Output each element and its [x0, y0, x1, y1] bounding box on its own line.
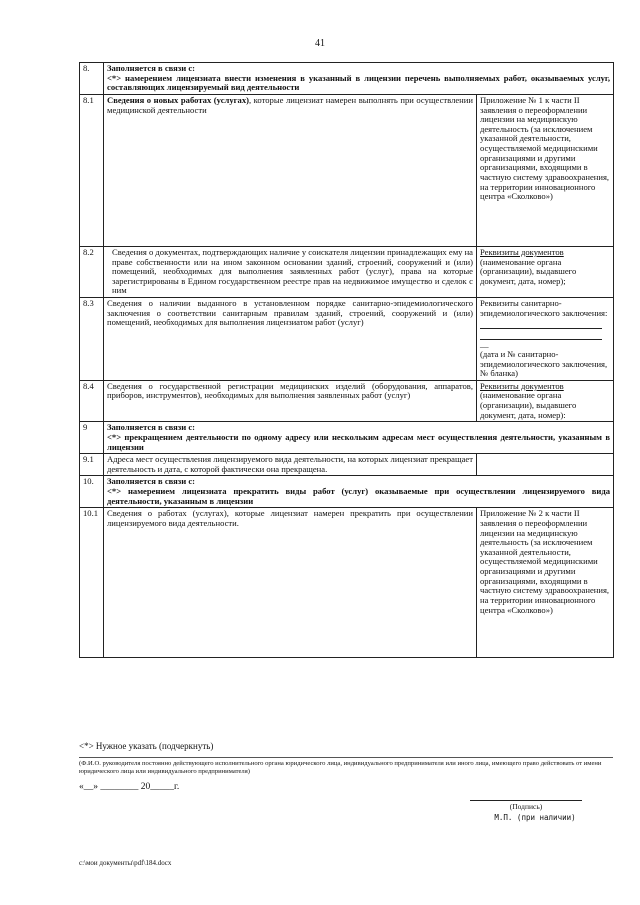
row-number: 9.1 [80, 454, 104, 476]
row-number: 9 [80, 422, 104, 454]
section-header-cell [104, 63, 614, 95]
row-number: 8.3 [80, 298, 104, 381]
table-row-9 [80, 422, 614, 454]
row-description [104, 94, 477, 246]
signature-rule [79, 757, 613, 758]
row-number: 10. [80, 476, 104, 508]
application-form-table [79, 62, 614, 658]
row-description: Сведения о государственной регистрации медицинских изделий (оборудования, аппаратов, приборов, инструментов), необходимых для выполнения заявленных работ (услуг) [104, 380, 477, 422]
requisites-note: (наименование органа (организации), выдавшего документ, дата, номер): [480, 390, 577, 420]
row-attachment-note: Приложение № 2 к части II заявления о переоформлении лицензии на медицинскую деятельность (за исключением указанной деятельности, осуществляемой медицинскими организациями и другими организациями, входящими в частную систему здравоохранения, на территории инновационного центра «Сколково») [477, 508, 614, 658]
file-path: c:\мои документы\pdf\184.docx [79, 859, 172, 867]
blank-tail: __ [480, 339, 489, 350]
table-row-9-1 [80, 454, 614, 476]
section-title: Заполняется в связи с: [107, 476, 196, 487]
table-row-10 [80, 476, 614, 508]
requisites-title: Реквизиты документов [480, 246, 564, 257]
row-requisites [477, 298, 614, 381]
signature-caption: (Ф.И.О. руководителя постоянно действующего исполнительного органа юридического лица, индивидуального предпринимателя или иного лица, имеющего право действовать от имени юридического лица или индивидуального предпринимателя) [79, 760, 602, 775]
page-number: 41 [315, 38, 325, 49]
row-description: Адреса мест осуществления лицензируемого вида деятельности, на которых лицензиат прекращает деятельность и дата, с которой фактически она прекращена. [104, 454, 477, 476]
row-description: Сведения о наличии выданного в установленном порядке санитарно-эпидемиологического заключения о соответствии санитарным правилам зданий, строений, сооружений и (или) помещений, необходимых для выполнения лицензиатом работ (услуг) [104, 298, 477, 381]
section-text: <*> намерением лицензиата прекратить виды работ (услуг) оказываемые при осуществлении лицензируемого вида деятельности, указанным в лицензии [107, 486, 611, 506]
row-description: Сведения о работах (услугах), которые лицензиат намерен прекратить при осуществлении лицензируемого вида деятельности. [104, 508, 477, 658]
section-header-cell [104, 422, 614, 454]
table-row-8-3 [80, 298, 614, 381]
requisites-title: Реквизиты санитарно-эпидемиологического заключения: [480, 298, 608, 318]
signature-label: (Подпись) [509, 802, 543, 811]
blank-line [480, 318, 602, 329]
row-number: 8. [80, 63, 104, 95]
footnote: <*> Нужное указать (подчеркнуть) [79, 741, 214, 751]
row-attachment-note: Приложение № 1 к части II заявления о переоформлении лицензии на медицинскую деятельность (за исключением указанной деятельности, осуществляемой медицинскими организациями и другими организациями, входящими в частную систему здравоохранения, на территории инновационного центра «Сколково») [477, 94, 614, 246]
requisites-note: (наименование органа (организации), выдавшего документ, дата, номер); [480, 256, 577, 286]
section-title: Заполняется в связи с: [107, 422, 196, 433]
table-row-8 [80, 63, 614, 95]
section-text: <*> намерением лицензиата внести изменения в указанный в лицензии перечень выполняемых работ, оказываемых услуг, составляющих лицензируемый вид деятельности [107, 72, 611, 93]
row-number: 8.1 [80, 94, 104, 246]
table-row-8-1 [80, 94, 614, 246]
section-header-cell [104, 476, 614, 508]
section-text: <*> прекращением деятельности по одному адресу или нескольким адресам мест осуществления деятельности, указанным в лицензии [107, 431, 611, 452]
table-row-10-1 [80, 508, 614, 658]
description-bold: Сведения о новых работах (услугах) [107, 94, 249, 105]
row-requisites [477, 246, 614, 297]
row-number: 8.2 [80, 246, 104, 297]
requisites-title: Реквизиты документов [480, 380, 564, 391]
signature-line [470, 800, 582, 801]
row-requisites [477, 380, 614, 422]
description-rest: , которые лицензиат намерен выполнять при осуществлении медицинской деятельности [107, 94, 473, 115]
row-number: 8.4 [80, 380, 104, 422]
table-row-8-2 [80, 246, 614, 297]
stamp-label: М.П. (при наличии) [494, 813, 576, 822]
table-row-8-4 [80, 380, 614, 422]
row-description: Сведения о документах, подтверждающих наличие у соискателя лицензии принадлежащих ему на праве собственности или на ином законном основании зданий, строений, сооружений и (или) помещений, необходимых для выполнения заявленных работ (услуг), права на которые зарегистрированы в Едином государственном реестре прав на недвижимое имущество и сделок с ним [104, 246, 477, 297]
row-number: 10.1 [80, 508, 104, 658]
requisites-note: (дата и № санитарно-эпидемиологического заключения, № бланка) [480, 348, 608, 379]
row-empty-cell [477, 454, 614, 476]
section-title: Заполняется в связи с: [107, 63, 196, 73]
date-line: «__» ________ 20_____г. [79, 782, 180, 792]
blank-line [480, 329, 602, 340]
